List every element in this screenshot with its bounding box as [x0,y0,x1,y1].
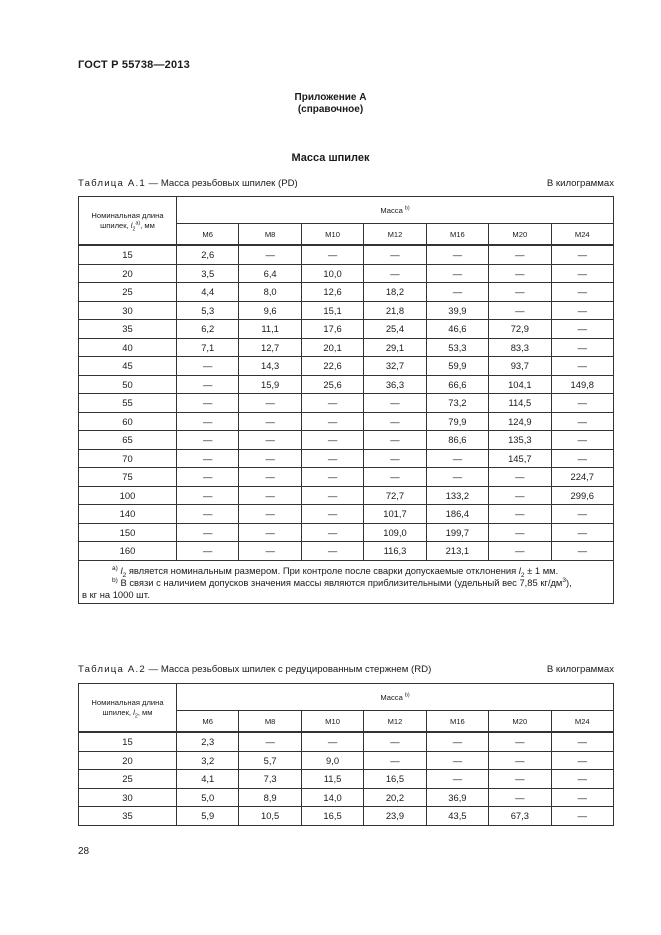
column-header-М10: М10 [301,711,363,733]
mass-cell: 18,2 [364,283,426,302]
table2-unit: В килограммах [546,664,614,675]
length-cell: 160 [79,542,177,561]
length-cell: 15 [79,732,177,751]
mass-cell: — [364,245,426,264]
mass-cell: — [301,412,363,431]
mass-cell: — [239,523,301,542]
table1-unit: В килограммах [546,178,614,189]
length-cell: 45 [79,357,177,376]
mass-cell: 10,0 [301,264,363,283]
mass-cell: 59,9 [426,357,488,376]
table2-length-header-line2: шпилек, [102,707,134,717]
mass-cell: — [426,283,488,302]
footnote-b-continuation: в кг на 1000 шт. [82,588,150,600]
table2-caption-label: Таблица А.2 [78,664,146,675]
mass-cell: — [239,468,301,487]
table-row [79,394,614,413]
mass-cell: — [551,394,613,413]
mass-cell: 114,5 [489,394,551,413]
column-header-М12: М12 [364,711,426,733]
mass-cell: — [364,431,426,450]
mass-cell: — [177,542,239,561]
mass-cell: 149,8 [551,375,613,394]
mass-cell: — [551,283,613,302]
mass-cell: 186,4 [426,505,488,524]
mass-cell: — [551,357,613,376]
column-header-М6: М6 [177,711,239,733]
length-cell: 55 [79,394,177,413]
mass-cell: 3,5 [177,264,239,283]
mass-cell: — [551,505,613,524]
mass-cell: — [364,751,426,770]
table1-caption-label: Таблица А.1 [78,178,146,189]
mass-cell: — [551,245,613,264]
mass-cell: — [364,732,426,751]
mass-cell: — [177,357,239,376]
footnote-b-text2: ), [566,576,572,588]
mass-cell: — [489,264,551,283]
mass-cell: 101,7 [364,505,426,524]
mass-cell: — [177,449,239,468]
mass-cell: — [239,542,301,561]
length-cell: 20 [79,751,177,770]
mass-cell: 53,3 [426,338,488,357]
mass-cell: 135,3 [489,431,551,450]
length-cell: 15 [79,245,177,264]
table2 [78,683,614,826]
standard-number: ГОСТ Р 55738—2013 [78,59,190,71]
mass-cell: — [239,394,301,413]
footnote-b [82,577,610,589]
length-cell: 40 [79,338,177,357]
mass-cell: — [301,542,363,561]
mass-cell: 12,7 [239,338,301,357]
table-row [79,732,614,751]
appendix-subtitle: (справочное) [297,104,364,115]
footnote-a-mark: а) [112,564,118,572]
mass-cell: — [177,375,239,394]
length-cell: 75 [79,468,177,487]
table2-length-header [79,684,177,733]
mass-cell: — [426,770,488,789]
table-row [79,375,614,394]
table2-mass-header [177,684,614,711]
mass-cell: — [489,505,551,524]
footnote-a-var: l [120,564,123,576]
mass-cell: 21,8 [364,301,426,320]
mass-cell: 7,3 [239,770,301,789]
column-header-М24: М24 [551,711,613,733]
mass-cell: — [489,486,551,505]
mass-cell: — [426,751,488,770]
mass-cell: — [551,732,613,751]
mass-cell: 39,9 [426,301,488,320]
table1-mass-header [177,197,614,224]
mass-cell: 32,7 [364,357,426,376]
appendix-title: Приложение А [294,92,367,103]
mass-cell: 22,6 [301,357,363,376]
mass-cell: — [239,449,301,468]
mass-cell: — [426,245,488,264]
mass-cell: 16,5 [364,770,426,789]
mass-cell: — [239,431,301,450]
table-row [79,542,614,561]
mass-cell: 6,2 [177,320,239,339]
length-cell: 150 [79,523,177,542]
table2-length-header-line1: Номинальная длина [91,697,164,707]
mass-cell: — [301,468,363,487]
mass-cell: 5,0 [177,788,239,807]
mass-cell: 104,1 [489,375,551,394]
mass-cell: — [489,542,551,561]
mass-cell: — [489,283,551,302]
table2-body [79,732,614,825]
mass-cell: — [364,449,426,468]
mass-cell: 16,5 [301,807,363,826]
table-row [79,751,614,770]
column-header-М8: М8 [239,224,301,246]
mass-cell: 109,0 [364,523,426,542]
mass-cell: — [551,807,613,826]
mass-cell: 4,4 [177,283,239,302]
mass-cell: 8,0 [239,283,301,302]
page-number: 28 [78,846,90,857]
mass-cell: — [551,542,613,561]
mass-cell: — [551,523,613,542]
table-row [79,301,614,320]
mass-cell: — [301,394,363,413]
table-row [79,505,614,524]
column-header-М16: М16 [426,711,488,733]
mass-cell: — [177,505,239,524]
mass-cell: 46,6 [426,320,488,339]
mass-cell: 224,7 [551,468,613,487]
column-header-М24: М24 [551,224,613,246]
column-header-М10: М10 [301,224,363,246]
table-row [79,412,614,431]
footnote-b-mark: b) [112,576,118,584]
table2-mass-header-text: Масса [380,692,405,702]
mass-cell: — [177,412,239,431]
mass-cell: 124,9 [489,412,551,431]
mass-cell: 86,6 [426,431,488,450]
length-cell: 50 [79,375,177,394]
table2-caption [78,664,614,675]
mass-cell: 11,5 [301,770,363,789]
table2-caption-text: — Масса резьбовых шпилек с редуцированным стержнем (RD) [145,664,432,675]
table2-mass-header-sup: b) [404,691,410,698]
table-row [79,264,614,283]
mass-cell: — [426,732,488,751]
table-row [79,338,614,357]
length-cell: 30 [79,788,177,807]
length-cell: 65 [79,431,177,450]
mass-cell: 29,1 [364,338,426,357]
mass-cell: 43,5 [426,807,488,826]
mass-cell: — [551,264,613,283]
table-row [79,523,614,542]
mass-cell: 213,1 [426,542,488,561]
table1-length-header-sub: 2 [132,226,136,233]
table-row [79,431,614,450]
mass-cell: — [426,264,488,283]
mass-cell: 83,3 [489,338,551,357]
mass-cell: 7,1 [177,338,239,357]
mass-cell: — [301,486,363,505]
mass-cell: — [364,468,426,487]
table-row [79,283,614,302]
mass-cell: — [489,751,551,770]
mass-cell: 66,6 [426,375,488,394]
table-row [79,788,614,807]
mass-cell: 72,9 [489,320,551,339]
mass-cell: 36,9 [426,788,488,807]
length-cell: 60 [79,412,177,431]
length-cell: 30 [79,301,177,320]
table1-caption [78,178,614,189]
mass-cell: 9,0 [301,751,363,770]
mass-cell: — [551,301,613,320]
mass-cell: — [551,412,613,431]
mass-cell: 2,6 [177,245,239,264]
mass-cell: 72,7 [364,486,426,505]
table2-length-header-sub: 2 [134,713,138,720]
column-header-М16: М16 [426,224,488,246]
mass-cell: — [301,732,363,751]
mass-cell: 15,1 [301,301,363,320]
table-row [79,770,614,789]
mass-cell: — [177,394,239,413]
mass-cell: 14,0 [301,788,363,807]
mass-cell: 25,4 [364,320,426,339]
footnote-b-text1: В связи с наличием допусков значения массы являются приблизительными (удельный вес 7,85 кг/дм [117,576,563,588]
table1 [78,196,614,604]
mass-cell: 2,3 [177,732,239,751]
mass-cell: — [489,301,551,320]
mass-cell: — [551,751,613,770]
table2-length-header-var: l [133,707,135,717]
mass-cell: — [364,394,426,413]
mass-cell: 14,3 [239,357,301,376]
mass-cell: 93,7 [489,357,551,376]
mass-cell: — [239,245,301,264]
column-header-М20: М20 [489,711,551,733]
table-row [79,486,614,505]
table1-length-header-line2: шпилек, [100,220,131,230]
mass-cell: — [551,338,613,357]
length-cell: 35 [79,320,177,339]
footnote-b-sup: 3 [562,576,567,584]
mass-cell: — [489,770,551,789]
table-row [79,807,614,826]
column-header-М6: М6 [177,224,239,246]
mass-cell: — [239,505,301,524]
mass-cell: 4,1 [177,770,239,789]
table1-length-header-sup: а) [135,219,141,226]
mass-cell: 3,2 [177,751,239,770]
mass-cell: 15,9 [239,375,301,394]
mass-cell: 79,9 [426,412,488,431]
table1-body [79,245,614,560]
length-cell: 25 [79,283,177,302]
mass-cell: 116,3 [364,542,426,561]
mass-cell: — [239,486,301,505]
length-cell: 100 [79,486,177,505]
mass-cell: — [177,431,239,450]
mass-cell: 23,9 [364,807,426,826]
mass-cell: — [364,412,426,431]
mass-cell: 5,9 [177,807,239,826]
table1-length-header-var: l [130,220,133,230]
mass-cell: — [551,770,613,789]
mass-cell: — [551,788,613,807]
mass-cell: — [489,732,551,751]
mass-cell: 17,6 [301,320,363,339]
column-header-М20: М20 [489,224,551,246]
mass-cell: — [301,431,363,450]
section-title: Масса шпилек [291,152,370,164]
mass-cell: — [551,449,613,468]
table-row [79,320,614,339]
table2-length-header-unit: , мм [137,707,153,717]
mass-cell: — [177,468,239,487]
table1-length-header-line1: Номинальная длина [91,210,164,220]
footnote-a-var2: l [518,564,521,576]
mass-cell: 10,5 [239,807,301,826]
mass-cell: — [489,523,551,542]
footnote-a-sub: 2 [122,571,127,579]
length-cell: 20 [79,264,177,283]
mass-cell: 36,3 [364,375,426,394]
column-header-М12: М12 [364,224,426,246]
mass-cell: — [301,505,363,524]
mass-cell: 12,6 [301,283,363,302]
footnote-a-sub2: 2 [520,571,525,579]
column-header-М8: М8 [239,711,301,733]
mass-cell: — [426,449,488,468]
table-row [79,245,614,264]
mass-cell: — [364,264,426,283]
mass-cell: — [301,245,363,264]
mass-cell: — [177,486,239,505]
mass-cell: — [489,788,551,807]
mass-cell: 25,6 [301,375,363,394]
length-cell: 25 [79,770,177,789]
mass-cell: 6,4 [239,264,301,283]
mass-cell: 299,6 [551,486,613,505]
mass-cell: 9,6 [239,301,301,320]
mass-cell: — [489,245,551,264]
table-row [79,449,614,468]
table1-length-header-unit: , мм [140,220,155,230]
mass-cell: 199,7 [426,523,488,542]
footnote-a-text1: является номинальным размером. При контроле после сварки допускаемые отклонения [126,564,519,576]
table-row [79,468,614,487]
mass-cell: 5,7 [239,751,301,770]
length-cell: 70 [79,449,177,468]
footnote-a [82,565,610,577]
mass-cell: 20,2 [364,788,426,807]
table1-mass-header-sup: b) [404,204,410,211]
table1-caption-text: — Масса резьбовых шпилек (PD) [145,178,298,189]
mass-cell: — [301,449,363,468]
mass-cell: — [239,412,301,431]
mass-cell: 8,9 [239,788,301,807]
mass-cell: — [489,468,551,487]
table1-footnotes [79,560,614,603]
mass-cell: 11,1 [239,320,301,339]
mass-cell: — [301,523,363,542]
mass-cell: 67,3 [489,807,551,826]
table1-mass-header-text: Масса [380,205,405,215]
mass-cell: 5,3 [177,301,239,320]
mass-cell: 20,1 [301,338,363,357]
mass-cell: — [239,732,301,751]
mass-cell: — [177,523,239,542]
table-row [79,357,614,376]
footnote-a-text2: ± 1 мм. [524,564,559,576]
length-cell: 140 [79,505,177,524]
mass-cell: 73,2 [426,394,488,413]
length-cell: 35 [79,807,177,826]
mass-cell: 133,2 [426,486,488,505]
mass-cell: — [551,431,613,450]
mass-cell: — [551,320,613,339]
table1-length-header [79,197,177,246]
mass-cell: 145,7 [489,449,551,468]
mass-cell: — [426,468,488,487]
